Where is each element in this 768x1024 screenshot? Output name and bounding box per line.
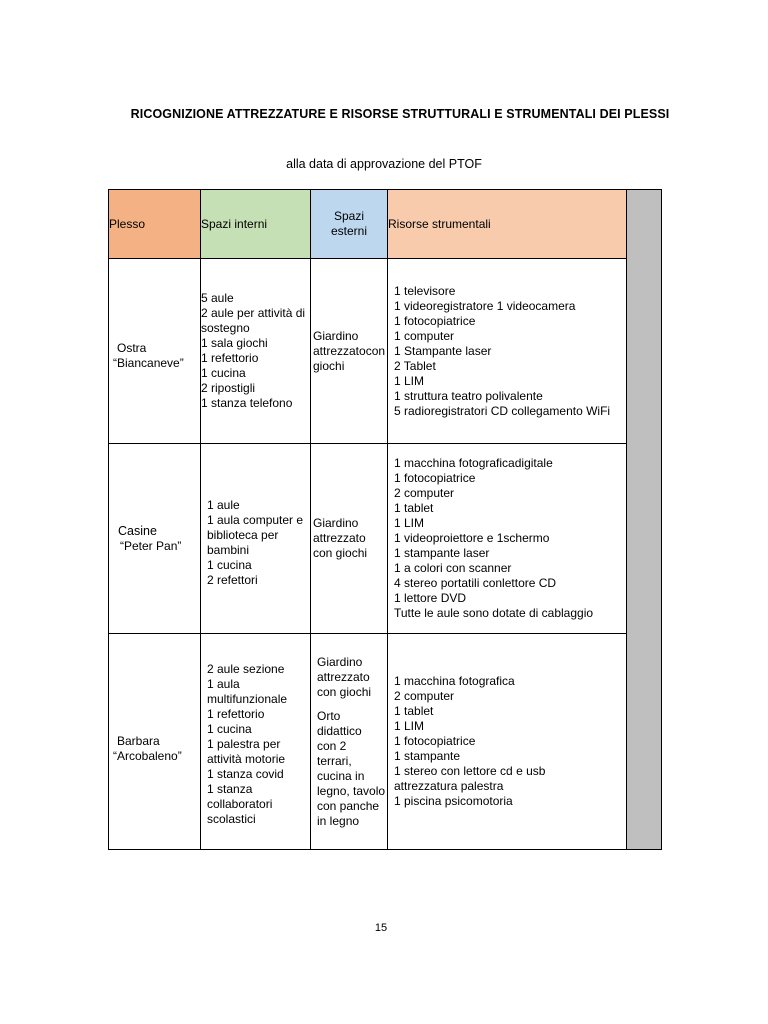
list-item: 1 a colori con scanner — [394, 561, 512, 575]
list-item: multifunzionale — [207, 692, 288, 706]
spazi-esterni-cell — [311, 444, 388, 634]
list-item: Giardino — [313, 328, 359, 343]
list-item: attrezzato — [317, 669, 370, 684]
list-item: 2 refettori — [207, 572, 258, 587]
plesso-school: “Arcobaleno” — [113, 749, 182, 763]
table-row — [109, 259, 662, 444]
plesso-school: “Biancaneve” — [113, 356, 184, 370]
document-title: RICOGNIZIONE ATTREZZATURE E RISORSE STRUTTURALI E STRUMENTALI DEI PLESSI — [130, 107, 670, 121]
resources-table — [108, 189, 662, 850]
list-item: 1 LIM — [394, 373, 425, 388]
list-item: 2 ripostigli — [201, 381, 256, 395]
list-item: 2 aule sezione — [207, 662, 285, 676]
list-item: legno, tavolo — [317, 783, 386, 798]
list-item: 1 televisore — [394, 283, 456, 298]
document-subtitle: alla data di approvazione del PTOF — [286, 157, 482, 171]
list-item: 1 aule — [207, 497, 240, 512]
list-item: Tutte le aule sono dotate di cablaggio — [394, 606, 594, 620]
list-item: attrezzatocon — [313, 343, 386, 358]
list-item: 5 aule — [201, 291, 234, 305]
list-item: 1 cucina — [201, 366, 246, 380]
list-item: 1 lettore DVD — [394, 591, 467, 605]
list-item: 2 computer — [394, 486, 455, 500]
side-gray-column — [627, 190, 662, 850]
risorse-cell — [388, 444, 627, 634]
table-row — [109, 634, 662, 850]
list-item: Giardino — [317, 654, 363, 669]
spazi-esterni-cell — [311, 259, 388, 444]
list-item: con giochi — [317, 684, 372, 699]
header-spazi-interni: Spazi interni — [201, 190, 311, 259]
list-item: 1 macchina fotografica — [394, 674, 515, 688]
list-item: 1 computer — [394, 328, 455, 343]
list-item: 4 stereo portatili conlettore CD — [394, 576, 557, 590]
table-row — [109, 444, 662, 634]
list-item: 1 tablet — [394, 501, 434, 515]
plesso-name: Casine — [118, 523, 157, 538]
header-spazi-esterni — [311, 190, 388, 259]
spazi-interni-cell — [201, 259, 311, 444]
list-item: biblioteca per — [207, 527, 279, 542]
list-item: 1 refettorio — [207, 707, 265, 721]
list-item: 1 stanza — [207, 782, 253, 796]
list-item: 1 stampante laser — [394, 546, 490, 560]
list-item: 2 Tablet — [394, 358, 436, 373]
list-item: 1 LIM — [394, 719, 425, 733]
list-item: con 2 — [317, 738, 347, 753]
plesso-cell — [109, 444, 201, 634]
list-item: 1 videoregistratore 1 videocamera — [394, 298, 576, 313]
risorse-cell — [388, 259, 627, 444]
header-plesso: Plesso — [109, 190, 201, 259]
plesso-name: Ostra — [117, 341, 147, 355]
list-item: 1 palestra per — [207, 737, 281, 751]
page-number: 15 — [374, 922, 388, 934]
list-item: 1 videoproiettore e 1schermo — [394, 531, 550, 545]
list-item: 1 tablet — [394, 704, 434, 718]
list-item: con giochi — [313, 546, 368, 560]
list-item: 1 sala giochi — [201, 336, 268, 350]
list-item: attrezzatura palestra — [394, 779, 504, 793]
list-item: 2 computer — [394, 689, 455, 703]
list-item: 2 aule per attività di — [201, 306, 306, 320]
list-item: Orto — [317, 708, 341, 723]
plesso-cell — [109, 634, 201, 850]
risorse-cell — [388, 634, 627, 850]
list-item: 1 stereo con lettore cd e usb — [394, 764, 546, 778]
list-item: sostegno — [201, 321, 250, 335]
list-item: didattico — [317, 723, 362, 738]
table-header-row — [109, 190, 662, 259]
list-item: 1 LIM — [394, 516, 425, 530]
list-item: 1 Stampante laser — [394, 343, 492, 358]
list-item: attrezzato — [313, 531, 366, 545]
list-item: collaboratori — [207, 797, 273, 811]
plesso-school: “Peter Pan” — [120, 538, 182, 553]
list-item: 1 aula — [207, 677, 240, 691]
list-item: 1 stanza covid — [207, 767, 284, 781]
header-risorse: Risorse strumentali — [388, 190, 627, 259]
list-item: cucina in — [317, 768, 365, 783]
list-item: 1 aula computer e — [207, 512, 304, 527]
list-item: 1 stanza telefono — [201, 396, 293, 410]
plesso-name: Barbara — [117, 734, 160, 748]
list-item: 1 stampante — [394, 749, 461, 763]
list-item: 5 radioregistratori CD collegamento WiFi — [394, 403, 611, 418]
list-item: con panche — [317, 798, 380, 813]
header-spazi-esterni-line1: Spazi — [333, 209, 365, 223]
list-item: 1 fotocopiatrice — [394, 313, 476, 328]
spazi-esterni-cell — [311, 634, 388, 850]
list-item: attività motorie — [207, 752, 286, 766]
list-item: 1 cucina — [207, 722, 252, 736]
list-item: 1 fotocopiatrice — [394, 734, 476, 748]
list-item: giochi — [313, 358, 345, 373]
list-item: scolastici — [207, 812, 256, 826]
plesso-cell — [109, 259, 201, 444]
header-spazi-esterni-line2: esterni — [330, 224, 368, 238]
spazi-interni-cell — [201, 634, 311, 850]
list-item: terrari, — [317, 753, 352, 768]
list-item: 1 macchina fotograficadigitale — [394, 456, 553, 470]
list-spacer — [317, 700, 387, 709]
list-item: 1 piscina psicomotoria — [394, 794, 513, 808]
list-item: bambini — [207, 542, 250, 557]
list-item: 1 refettorio — [201, 351, 259, 365]
list-item: in legno — [317, 813, 360, 828]
list-item: Giardino — [313, 516, 359, 530]
list-item: 1 fotocopiatrice — [394, 471, 476, 485]
list-item: 1 cucina — [207, 557, 252, 572]
spazi-interni-cell — [201, 444, 311, 634]
list-item: 1 struttura teatro polivalente — [394, 388, 543, 403]
